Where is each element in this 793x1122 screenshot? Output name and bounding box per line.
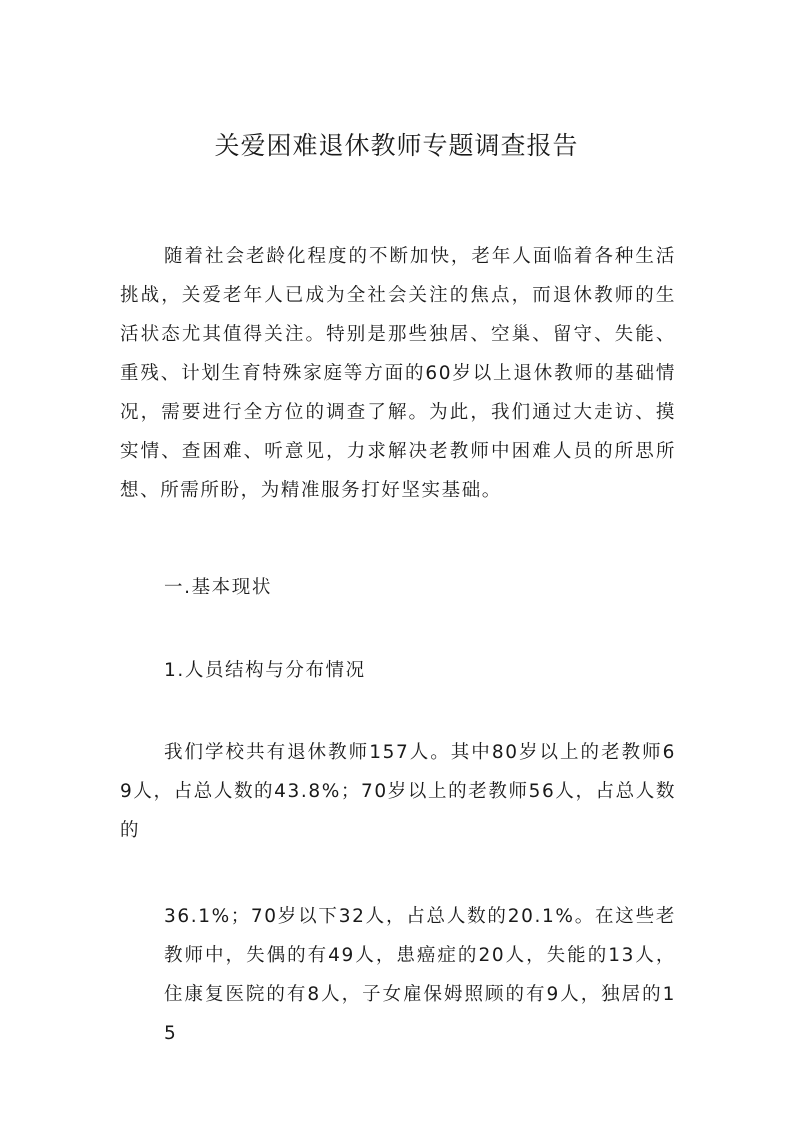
structure-paragraph-2: 36.1%；70岁以下32人，占总人数的20.1%。在这些老教师中，失偶的有49人，患癌症的20人，失能的13人，住康复医院的有8人，子女雇保姆照顾的有9人，独居的15 (164, 906, 676, 1044)
intro-paragraph: 随着社会老龄化程度的不断加快，老年人面临着各种生活挑战，关爱老年人已成为全社会关注的焦点，而退休教师的生活状态尤其值得关注。特别是那些独居、空巢、留守、失能、重残、计划生育特殊家庭等方面的60岁以上退休教师的基础情况，需要进行全方位的调查了解。为此，我们通过大走访、摸实情、查困难、听意见，力求解决老教师中困难人员的所思所想、所需所盼，为精准服务打好坚实基础。 (120, 246, 676, 501)
page-title: 关爱困难退休教师专题调查报告 (214, 131, 579, 160)
section-heading-basic-status: 一.基本现状 (164, 577, 272, 598)
subsection-heading-structure: 1.人员结构与分布情况 (164, 660, 366, 681)
structure-paragraph-1: 我们学校共有退休教师157人。其中80岁以上的老教师69人，占总人数的43.8%；70岁以上的老教师56人，占总人数的 (120, 742, 676, 841)
